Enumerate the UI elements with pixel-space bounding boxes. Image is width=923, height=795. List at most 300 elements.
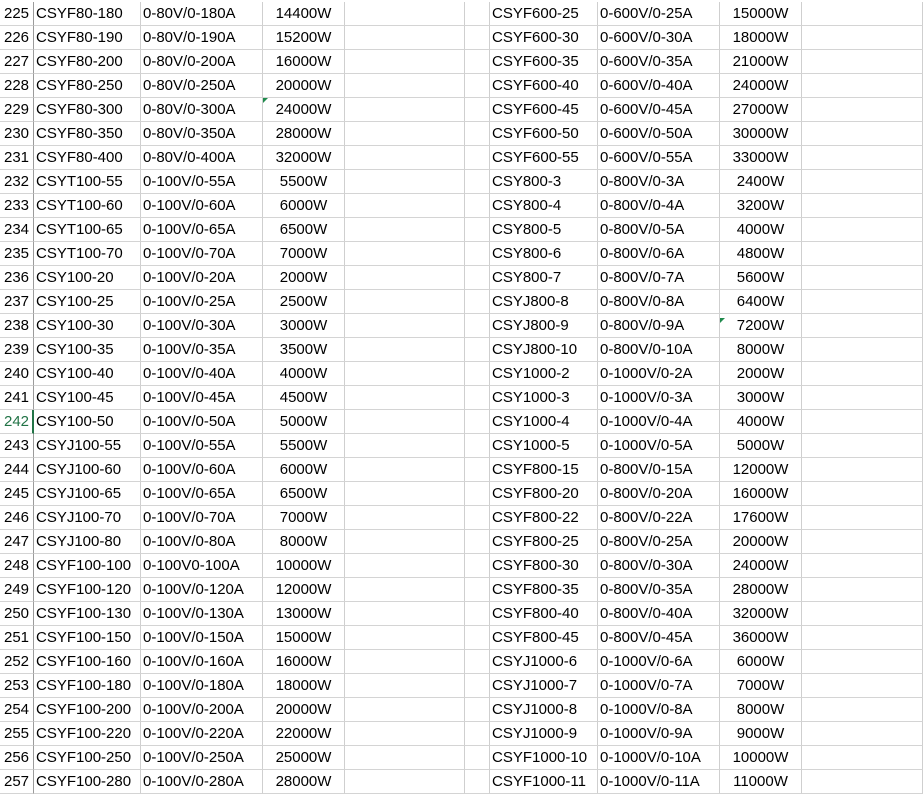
range-cell[interactable]: 0-100V/0-180A: [141, 674, 263, 698]
empty-cell[interactable]: [345, 386, 465, 410]
empty-cell[interactable]: [345, 146, 465, 170]
range-cell[interactable]: 0-800V/0-40A: [598, 602, 720, 626]
empty-cell[interactable]: [465, 2, 490, 26]
row-number-header[interactable]: 243: [0, 434, 34, 458]
empty-cell[interactable]: [465, 266, 490, 290]
empty-cell[interactable]: [345, 698, 465, 722]
empty-cell[interactable]: [345, 314, 465, 338]
power-cell[interactable]: 28000W: [263, 770, 345, 794]
power-cell[interactable]: 16000W: [720, 482, 802, 506]
power-cell[interactable]: 9000W: [720, 722, 802, 746]
model-cell[interactable]: CSYF100-220: [34, 722, 141, 746]
model-cell[interactable]: CSYJ100-65: [34, 482, 141, 506]
model-cell[interactable]: CSY1000-3: [490, 386, 598, 410]
empty-cell[interactable]: [345, 506, 465, 530]
model-cell[interactable]: CSY100-40: [34, 362, 141, 386]
model-cell[interactable]: CSY800-4: [490, 194, 598, 218]
row-number-header[interactable]: 230: [0, 122, 34, 146]
range-cell[interactable]: 0-800V/0-35A: [598, 578, 720, 602]
empty-cell[interactable]: [802, 578, 923, 602]
range-cell[interactable]: 0-600V/0-45A: [598, 98, 720, 122]
range-cell[interactable]: 0-100V/0-55A: [141, 434, 263, 458]
model-cell[interactable]: CSYT100-55: [34, 170, 141, 194]
empty-cell[interactable]: [465, 626, 490, 650]
power-cell[interactable]: 5500W: [263, 170, 345, 194]
model-cell[interactable]: CSY100-25: [34, 290, 141, 314]
empty-cell[interactable]: [345, 458, 465, 482]
model-cell[interactable]: CSYF80-180: [34, 2, 141, 26]
power-cell[interactable]: 12000W: [263, 578, 345, 602]
model-cell[interactable]: CSYF800-15: [490, 458, 598, 482]
empty-cell[interactable]: [465, 578, 490, 602]
power-cell[interactable]: 28000W: [263, 122, 345, 146]
empty-cell[interactable]: [345, 578, 465, 602]
power-cell[interactable]: 4000W: [720, 410, 802, 434]
empty-cell[interactable]: [802, 482, 923, 506]
model-cell[interactable]: CSYF100-200: [34, 698, 141, 722]
empty-cell[interactable]: [465, 290, 490, 314]
empty-cell[interactable]: [802, 314, 923, 338]
range-cell[interactable]: 0-100V/0-120A: [141, 578, 263, 602]
range-cell[interactable]: 0-800V/0-15A: [598, 458, 720, 482]
power-cell[interactable]: 6500W: [263, 218, 345, 242]
model-cell[interactable]: CSYF600-40: [490, 74, 598, 98]
empty-cell[interactable]: [465, 722, 490, 746]
model-cell[interactable]: CSYF80-250: [34, 74, 141, 98]
empty-cell[interactable]: [802, 650, 923, 674]
empty-cell[interactable]: [802, 266, 923, 290]
model-cell[interactable]: CSYF80-350: [34, 122, 141, 146]
empty-cell[interactable]: [802, 434, 923, 458]
empty-cell[interactable]: [802, 74, 923, 98]
power-cell[interactable]: 24000W: [263, 98, 345, 122]
model-cell[interactable]: CSYF100-150: [34, 626, 141, 650]
empty-cell[interactable]: [802, 674, 923, 698]
empty-cell[interactable]: [345, 770, 465, 794]
range-cell[interactable]: 0-1000V/0-7A: [598, 674, 720, 698]
range-cell[interactable]: 0-800V/0-9A: [598, 314, 720, 338]
range-cell[interactable]: 0-80V/0-400A: [141, 146, 263, 170]
model-cell[interactable]: CSYJ1000-6: [490, 650, 598, 674]
empty-cell[interactable]: [345, 434, 465, 458]
range-cell[interactable]: 0-100V/0-40A: [141, 362, 263, 386]
empty-cell[interactable]: [802, 290, 923, 314]
empty-cell[interactable]: [802, 362, 923, 386]
model-cell[interactable]: CSYJ100-60: [34, 458, 141, 482]
empty-cell[interactable]: [802, 50, 923, 74]
empty-cell[interactable]: [345, 98, 465, 122]
range-cell[interactable]: 0-600V/0-35A: [598, 50, 720, 74]
empty-cell[interactable]: [465, 386, 490, 410]
row-number-header[interactable]: 250: [0, 602, 34, 626]
range-cell[interactable]: 0-1000V/0-10A: [598, 746, 720, 770]
power-cell[interactable]: 3000W: [263, 314, 345, 338]
row-number-header[interactable]: 246: [0, 506, 34, 530]
model-cell[interactable]: CSYF100-130: [34, 602, 141, 626]
model-cell[interactable]: CSYJ800-10: [490, 338, 598, 362]
empty-cell[interactable]: [802, 122, 923, 146]
power-cell[interactable]: 11000W: [720, 770, 802, 794]
range-cell[interactable]: 0-100V/0-200A: [141, 698, 263, 722]
model-cell[interactable]: CSYF100-250: [34, 746, 141, 770]
empty-cell[interactable]: [465, 146, 490, 170]
model-cell[interactable]: CSYF100-180: [34, 674, 141, 698]
row-number-header[interactable]: 226: [0, 26, 34, 50]
empty-cell[interactable]: [465, 530, 490, 554]
model-cell[interactable]: CSYF600-30: [490, 26, 598, 50]
model-cell[interactable]: CSY800-7: [490, 266, 598, 290]
empty-cell[interactable]: [345, 338, 465, 362]
range-cell[interactable]: 0-100V0-100A: [141, 554, 263, 578]
range-cell[interactable]: 0-1000V/0-3A: [598, 386, 720, 410]
model-cell[interactable]: CSYF800-22: [490, 506, 598, 530]
empty-cell[interactable]: [345, 2, 465, 26]
range-cell[interactable]: 0-100V/0-70A: [141, 242, 263, 266]
empty-cell[interactable]: [345, 722, 465, 746]
empty-cell[interactable]: [465, 506, 490, 530]
empty-cell[interactable]: [465, 242, 490, 266]
power-cell[interactable]: 6000W: [263, 458, 345, 482]
model-cell[interactable]: CSY800-6: [490, 242, 598, 266]
model-cell[interactable]: CSYF800-40: [490, 602, 598, 626]
model-cell[interactable]: CSYJ1000-8: [490, 698, 598, 722]
power-cell[interactable]: 6500W: [263, 482, 345, 506]
empty-cell[interactable]: [802, 194, 923, 218]
power-cell[interactable]: 27000W: [720, 98, 802, 122]
model-cell[interactable]: CSYF800-30: [490, 554, 598, 578]
row-number-header[interactable]: 241: [0, 386, 34, 410]
empty-cell[interactable]: [465, 602, 490, 626]
range-cell[interactable]: 0-80V/0-200A: [141, 50, 263, 74]
model-cell[interactable]: CSYT100-60: [34, 194, 141, 218]
power-cell[interactable]: 10000W: [720, 746, 802, 770]
empty-cell[interactable]: [465, 650, 490, 674]
empty-cell[interactable]: [465, 770, 490, 794]
row-number-header[interactable]: 242: [0, 410, 34, 434]
range-cell[interactable]: 0-100V/0-60A: [141, 194, 263, 218]
range-cell[interactable]: 0-800V/0-10A: [598, 338, 720, 362]
model-cell[interactable]: CSYF100-280: [34, 770, 141, 794]
model-cell[interactable]: CSY1000-2: [490, 362, 598, 386]
row-number-header[interactable]: 236: [0, 266, 34, 290]
power-cell[interactable]: 32000W: [263, 146, 345, 170]
empty-cell[interactable]: [465, 674, 490, 698]
range-cell[interactable]: 0-100V/0-50A: [141, 410, 263, 434]
power-cell[interactable]: 25000W: [263, 746, 345, 770]
range-cell[interactable]: 0-100V/0-25A: [141, 290, 263, 314]
model-cell[interactable]: CSYF1000-11: [490, 770, 598, 794]
range-cell[interactable]: 0-100V/0-35A: [141, 338, 263, 362]
range-cell[interactable]: 0-100V/0-55A: [141, 170, 263, 194]
model-cell[interactable]: CSYF80-300: [34, 98, 141, 122]
range-cell[interactable]: 0-100V/0-80A: [141, 530, 263, 554]
empty-cell[interactable]: [802, 170, 923, 194]
range-cell[interactable]: 0-100V/0-280A: [141, 770, 263, 794]
range-cell[interactable]: 0-800V/0-45A: [598, 626, 720, 650]
power-cell[interactable]: 15000W: [720, 2, 802, 26]
power-cell[interactable]: 24000W: [720, 554, 802, 578]
empty-cell[interactable]: [802, 338, 923, 362]
empty-cell[interactable]: [345, 602, 465, 626]
model-cell[interactable]: CSYF100-120: [34, 578, 141, 602]
empty-cell[interactable]: [802, 458, 923, 482]
model-cell[interactable]: CSY1000-4: [490, 410, 598, 434]
model-cell[interactable]: CSYF800-45: [490, 626, 598, 650]
power-cell[interactable]: 8000W: [263, 530, 345, 554]
empty-cell[interactable]: [345, 266, 465, 290]
power-cell[interactable]: 3000W: [720, 386, 802, 410]
power-cell[interactable]: 16000W: [263, 650, 345, 674]
range-cell[interactable]: 0-600V/0-30A: [598, 26, 720, 50]
power-cell[interactable]: 20000W: [263, 74, 345, 98]
model-cell[interactable]: CSYJ800-9: [490, 314, 598, 338]
model-cell[interactable]: CSYF80-400: [34, 146, 141, 170]
empty-cell[interactable]: [345, 74, 465, 98]
empty-cell[interactable]: [345, 554, 465, 578]
range-cell[interactable]: 0-1000V/0-5A: [598, 434, 720, 458]
model-cell[interactable]: CSYJ100-80: [34, 530, 141, 554]
empty-cell[interactable]: [802, 722, 923, 746]
range-cell[interactable]: 0-1000V/0-9A: [598, 722, 720, 746]
power-cell[interactable]: 22000W: [263, 722, 345, 746]
power-cell[interactable]: 2400W: [720, 170, 802, 194]
empty-cell[interactable]: [345, 674, 465, 698]
empty-cell[interactable]: [345, 482, 465, 506]
empty-cell[interactable]: [465, 218, 490, 242]
power-cell[interactable]: 3500W: [263, 338, 345, 362]
row-number-header[interactable]: 248: [0, 554, 34, 578]
range-cell[interactable]: 0-100V/0-30A: [141, 314, 263, 338]
model-cell[interactable]: CSY100-20: [34, 266, 141, 290]
power-cell[interactable]: 7200W: [720, 314, 802, 338]
row-number-header[interactable]: 245: [0, 482, 34, 506]
range-cell[interactable]: 0-1000V/0-2A: [598, 362, 720, 386]
range-cell[interactable]: 0-100V/0-220A: [141, 722, 263, 746]
power-cell[interactable]: 4000W: [720, 218, 802, 242]
row-number-header[interactable]: 249: [0, 578, 34, 602]
empty-cell[interactable]: [465, 122, 490, 146]
power-cell[interactable]: 7000W: [720, 674, 802, 698]
power-cell[interactable]: 12000W: [720, 458, 802, 482]
range-cell[interactable]: 0-100V/0-45A: [141, 386, 263, 410]
empty-cell[interactable]: [802, 746, 923, 770]
model-cell[interactable]: CSYJ1000-9: [490, 722, 598, 746]
row-number-header[interactable]: 247: [0, 530, 34, 554]
model-cell[interactable]: CSYF800-20: [490, 482, 598, 506]
range-cell[interactable]: 0-800V/0-20A: [598, 482, 720, 506]
power-cell[interactable]: 8000W: [720, 698, 802, 722]
range-cell[interactable]: 0-600V/0-55A: [598, 146, 720, 170]
power-cell[interactable]: 8000W: [720, 338, 802, 362]
empty-cell[interactable]: [345, 242, 465, 266]
model-cell[interactable]: CSY100-35: [34, 338, 141, 362]
empty-cell[interactable]: [465, 482, 490, 506]
range-cell[interactable]: 0-1000V/0-8A: [598, 698, 720, 722]
model-cell[interactable]: CSYF80-190: [34, 26, 141, 50]
empty-cell[interactable]: [345, 50, 465, 74]
power-cell[interactable]: 5600W: [720, 266, 802, 290]
power-cell[interactable]: 20000W: [720, 530, 802, 554]
empty-cell[interactable]: [465, 98, 490, 122]
model-cell[interactable]: CSYF1000-10: [490, 746, 598, 770]
power-cell[interactable]: 14400W: [263, 2, 345, 26]
empty-cell[interactable]: [465, 50, 490, 74]
model-cell[interactable]: CSYT100-70: [34, 242, 141, 266]
model-cell[interactable]: CSYF100-160: [34, 650, 141, 674]
empty-cell[interactable]: [345, 290, 465, 314]
model-cell[interactable]: CSYJ100-55: [34, 434, 141, 458]
range-cell[interactable]: 0-100V/0-160A: [141, 650, 263, 674]
row-number-header[interactable]: 253: [0, 674, 34, 698]
power-cell[interactable]: 4500W: [263, 386, 345, 410]
range-cell[interactable]: 0-800V/0-30A: [598, 554, 720, 578]
row-number-header[interactable]: 252: [0, 650, 34, 674]
range-cell[interactable]: 0-100V/0-20A: [141, 266, 263, 290]
power-cell[interactable]: 2000W: [720, 362, 802, 386]
empty-cell[interactable]: [345, 26, 465, 50]
empty-cell[interactable]: [802, 242, 923, 266]
row-number-header[interactable]: 229: [0, 98, 34, 122]
power-cell[interactable]: 5000W: [720, 434, 802, 458]
power-cell[interactable]: 10000W: [263, 554, 345, 578]
range-cell[interactable]: 0-1000V/0-6A: [598, 650, 720, 674]
empty-cell[interactable]: [345, 122, 465, 146]
empty-cell[interactable]: [802, 698, 923, 722]
empty-cell[interactable]: [802, 98, 923, 122]
empty-cell[interactable]: [465, 26, 490, 50]
range-cell[interactable]: 0-80V/0-350A: [141, 122, 263, 146]
empty-cell[interactable]: [345, 626, 465, 650]
power-cell[interactable]: 7000W: [263, 506, 345, 530]
empty-cell[interactable]: [802, 506, 923, 530]
row-number-header[interactable]: 239: [0, 338, 34, 362]
empty-cell[interactable]: [802, 386, 923, 410]
model-cell[interactable]: CSYF800-25: [490, 530, 598, 554]
model-cell[interactable]: CSY800-5: [490, 218, 598, 242]
power-cell[interactable]: 30000W: [720, 122, 802, 146]
row-number-header[interactable]: 231: [0, 146, 34, 170]
empty-cell[interactable]: [345, 410, 465, 434]
range-cell[interactable]: 0-100V/0-65A: [141, 482, 263, 506]
model-cell[interactable]: CSYF80-200: [34, 50, 141, 74]
empty-cell[interactable]: [802, 2, 923, 26]
row-number-header[interactable]: 225: [0, 2, 34, 26]
model-cell[interactable]: CSYF600-50: [490, 122, 598, 146]
empty-cell[interactable]: [465, 338, 490, 362]
empty-cell[interactable]: [802, 554, 923, 578]
empty-cell[interactable]: [465, 698, 490, 722]
range-cell[interactable]: 0-800V/0-6A: [598, 242, 720, 266]
model-cell[interactable]: CSY100-50: [34, 410, 141, 434]
range-cell[interactable]: 0-100V/0-60A: [141, 458, 263, 482]
model-cell[interactable]: CSYJ1000-7: [490, 674, 598, 698]
row-number-header[interactable]: 227: [0, 50, 34, 74]
power-cell[interactable]: 24000W: [720, 74, 802, 98]
range-cell[interactable]: 0-800V/0-22A: [598, 506, 720, 530]
model-cell[interactable]: CSYJ100-70: [34, 506, 141, 530]
empty-cell[interactable]: [465, 554, 490, 578]
row-number-header[interactable]: 255: [0, 722, 34, 746]
model-cell[interactable]: CSYF600-35: [490, 50, 598, 74]
empty-cell[interactable]: [345, 218, 465, 242]
power-cell[interactable]: 6000W: [720, 650, 802, 674]
row-number-header[interactable]: 232: [0, 170, 34, 194]
range-cell[interactable]: 0-80V/0-190A: [141, 26, 263, 50]
empty-cell[interactable]: [345, 746, 465, 770]
range-cell[interactable]: 0-600V/0-50A: [598, 122, 720, 146]
empty-cell[interactable]: [802, 602, 923, 626]
power-cell[interactable]: 17600W: [720, 506, 802, 530]
range-cell[interactable]: 0-80V/0-300A: [141, 98, 263, 122]
empty-cell[interactable]: [802, 626, 923, 650]
model-cell[interactable]: CSYF800-35: [490, 578, 598, 602]
power-cell[interactable]: 2000W: [263, 266, 345, 290]
power-cell[interactable]: 6400W: [720, 290, 802, 314]
row-number-header[interactable]: 237: [0, 290, 34, 314]
power-cell[interactable]: 18000W: [263, 674, 345, 698]
empty-cell[interactable]: [802, 770, 923, 794]
row-number-header[interactable]: 228: [0, 74, 34, 98]
power-cell[interactable]: 33000W: [720, 146, 802, 170]
range-cell[interactable]: 0-100V/0-130A: [141, 602, 263, 626]
row-number-header[interactable]: 256: [0, 746, 34, 770]
empty-cell[interactable]: [465, 434, 490, 458]
power-cell[interactable]: 6000W: [263, 194, 345, 218]
power-cell[interactable]: 15000W: [263, 626, 345, 650]
row-number-header[interactable]: 254: [0, 698, 34, 722]
row-number-header[interactable]: 233: [0, 194, 34, 218]
range-cell[interactable]: 0-80V/0-250A: [141, 74, 263, 98]
range-cell[interactable]: 0-800V/0-3A: [598, 170, 720, 194]
range-cell[interactable]: 0-800V/0-5A: [598, 218, 720, 242]
power-cell[interactable]: 36000W: [720, 626, 802, 650]
empty-cell[interactable]: [465, 194, 490, 218]
empty-cell[interactable]: [802, 146, 923, 170]
power-cell[interactable]: 2500W: [263, 290, 345, 314]
row-number-header[interactable]: 257: [0, 770, 34, 794]
model-cell[interactable]: CSYT100-65: [34, 218, 141, 242]
power-cell[interactable]: 18000W: [720, 26, 802, 50]
range-cell[interactable]: 0-100V/0-250A: [141, 746, 263, 770]
model-cell[interactable]: CSY800-3: [490, 170, 598, 194]
range-cell[interactable]: 0-80V/0-180A: [141, 2, 263, 26]
row-number-header[interactable]: 240: [0, 362, 34, 386]
empty-cell[interactable]: [465, 458, 490, 482]
range-cell[interactable]: 0-800V/0-7A: [598, 266, 720, 290]
empty-cell[interactable]: [345, 530, 465, 554]
empty-cell[interactable]: [465, 314, 490, 338]
range-cell[interactable]: 0-1000V/0-11A: [598, 770, 720, 794]
empty-cell[interactable]: [465, 362, 490, 386]
power-cell[interactable]: 5000W: [263, 410, 345, 434]
range-cell[interactable]: 0-1000V/0-4A: [598, 410, 720, 434]
row-number-header[interactable]: 234: [0, 218, 34, 242]
range-cell[interactable]: 0-100V/0-65A: [141, 218, 263, 242]
empty-cell[interactable]: [345, 194, 465, 218]
power-cell[interactable]: 3200W: [720, 194, 802, 218]
model-cell[interactable]: CSY1000-5: [490, 434, 598, 458]
range-cell[interactable]: 0-600V/0-40A: [598, 74, 720, 98]
empty-cell[interactable]: [465, 746, 490, 770]
row-number-header[interactable]: 251: [0, 626, 34, 650]
range-cell[interactable]: 0-800V/0-4A: [598, 194, 720, 218]
empty-cell[interactable]: [345, 362, 465, 386]
power-cell[interactable]: 7000W: [263, 242, 345, 266]
power-cell[interactable]: 4800W: [720, 242, 802, 266]
empty-cell[interactable]: [345, 650, 465, 674]
range-cell[interactable]: 0-100V/0-150A: [141, 626, 263, 650]
range-cell[interactable]: 0-600V/0-25A: [598, 2, 720, 26]
